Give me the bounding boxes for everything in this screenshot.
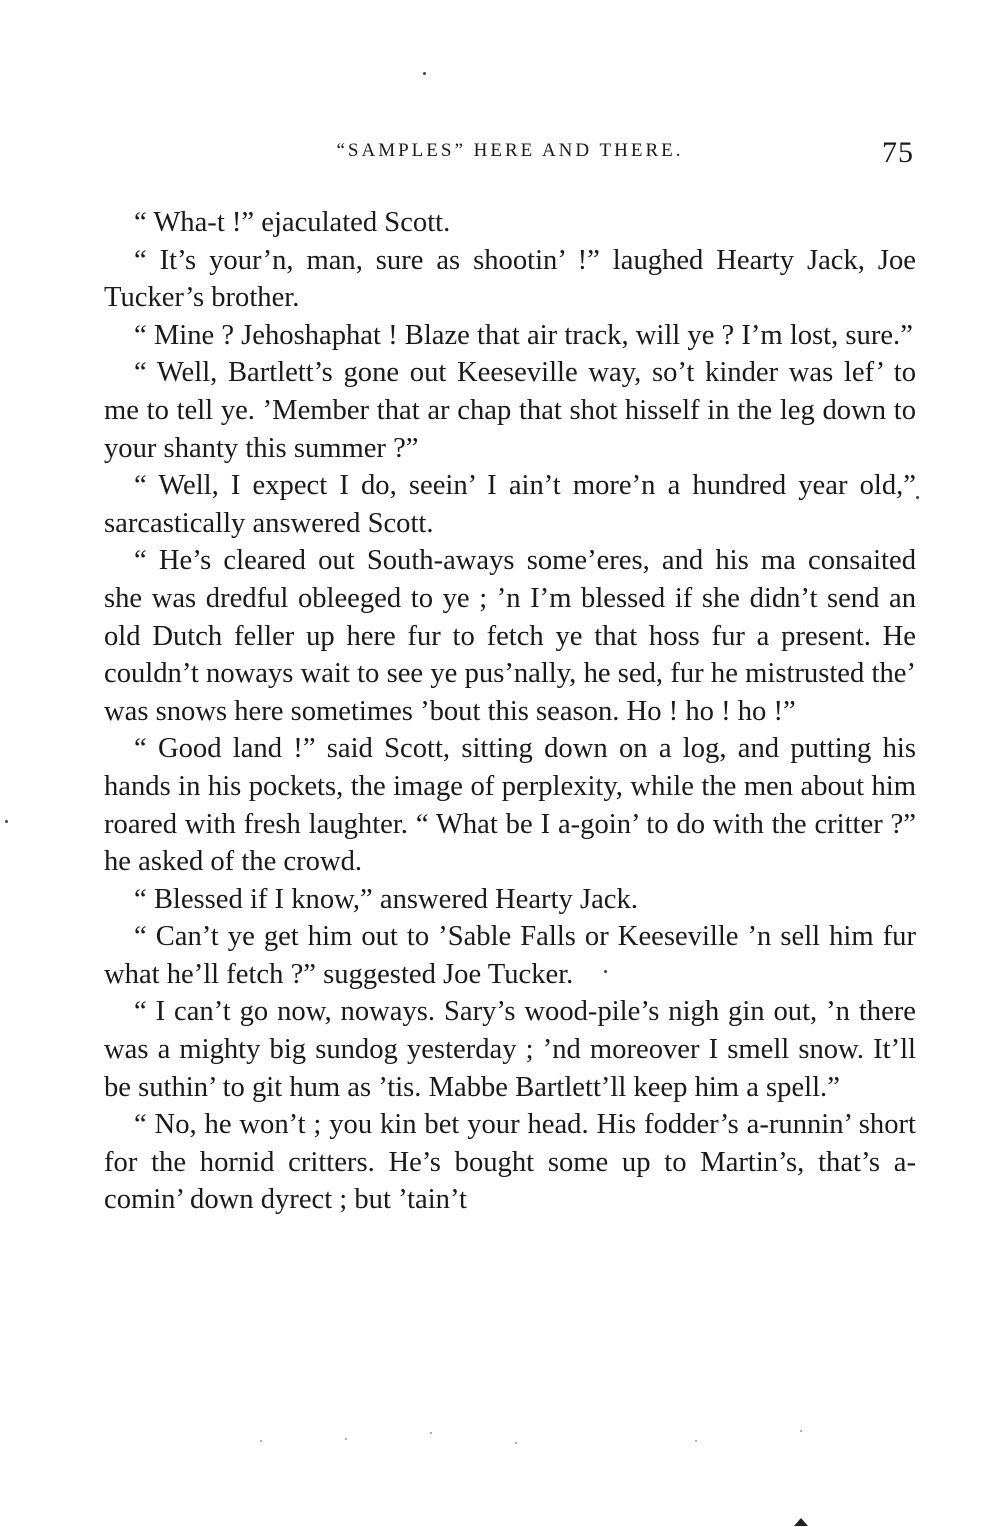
paragraph: “ I can’t go now, noways. Sary’s wood-pile’s nigh gin out, ’n there was a mighty big sundog yesterday ; ’nd moreover I smell snow. It’ll be suthin’ to git hum as ’tis. Mabbe Bartlett’ll keep him a spell.” <box>104 996 916 1103</box>
paragraph: “ It’s your’n, man, sure as shootin’ !” laughed Hearty Jack, Joe Tucker’s brother. <box>104 244 916 314</box>
paragraph: “ He’s cleared out South-aways some’eres, and his ma consaited she was dredful obleeged to ye ; ’n I’m blessed if she didn’t send an old Dutch feller up here fur to fetch ye that hoss fur a present. He couldn’t noways wait to see ye pus’nally, he sed, fur he mistrusted the’ was snows here sometimes ’bout this season. Ho ! ho ! ho !” <box>104 545 916 727</box>
scan-speck <box>430 1432 432 1434</box>
paragraph: “ Wha-t !” ejaculated Scott. <box>134 207 451 238</box>
scan-mark <box>794 1518 808 1526</box>
scan-speck <box>345 1438 347 1440</box>
body-text <box>104 204 916 1219</box>
paragraph: “ Well, I expect I do, seein’ I ain’t more’n a hundred year old,” sarcastically answered Scott. <box>104 470 916 539</box>
paragraph: “ Blessed if I know,” answered Hearty Jack. <box>134 883 638 915</box>
scan-speck <box>5 820 8 823</box>
paragraph: “ Well, Bartlett’s gone out Keeseville way, so’t kinder was lef’ to me to tell ye. ’Member that ar chap that shot hisself in the leg down to your shanty this summer ?” <box>104 357 916 464</box>
paragraph: “ Mine ? Jehoshaphat ! Blaze that air track, will ye ? I’m lost, sure.” <box>134 319 913 351</box>
running-head <box>104 136 916 180</box>
paragraph: “ Good land !” said Scott, sitting down on a log, and putting his hands in his pockets, the image of perplexity, while the men about him roared with fresh laughter. “ What be I a-goin’ to do with the critter ?” he asked of the crowd. <box>104 733 916 878</box>
scan-speck <box>515 1442 517 1444</box>
scan-speck <box>695 1440 697 1442</box>
scan-speck <box>916 496 919 499</box>
scan-speck <box>800 1430 802 1432</box>
running-title: “SAMPLES” HERE AND THERE. <box>336 140 684 161</box>
scan-speck <box>260 1440 262 1442</box>
scan-speck <box>604 970 607 973</box>
paragraph: “ No, he won’t ; you kin bet your head. His fodder’s a-runnin’ short for the hornid critters. He’s bought some up to Martin’s, that’s a-comin’ down dyrect ; but ’tain’t <box>104 1109 916 1216</box>
scan-speck <box>423 72 426 75</box>
paragraph: “ Can’t ye get him out to ’Sable Falls or Keeseville ’n sell him fur what he’ll fetch ?” suggested Joe Tucker. <box>104 921 916 990</box>
page-number: 75 <box>882 136 914 169</box>
